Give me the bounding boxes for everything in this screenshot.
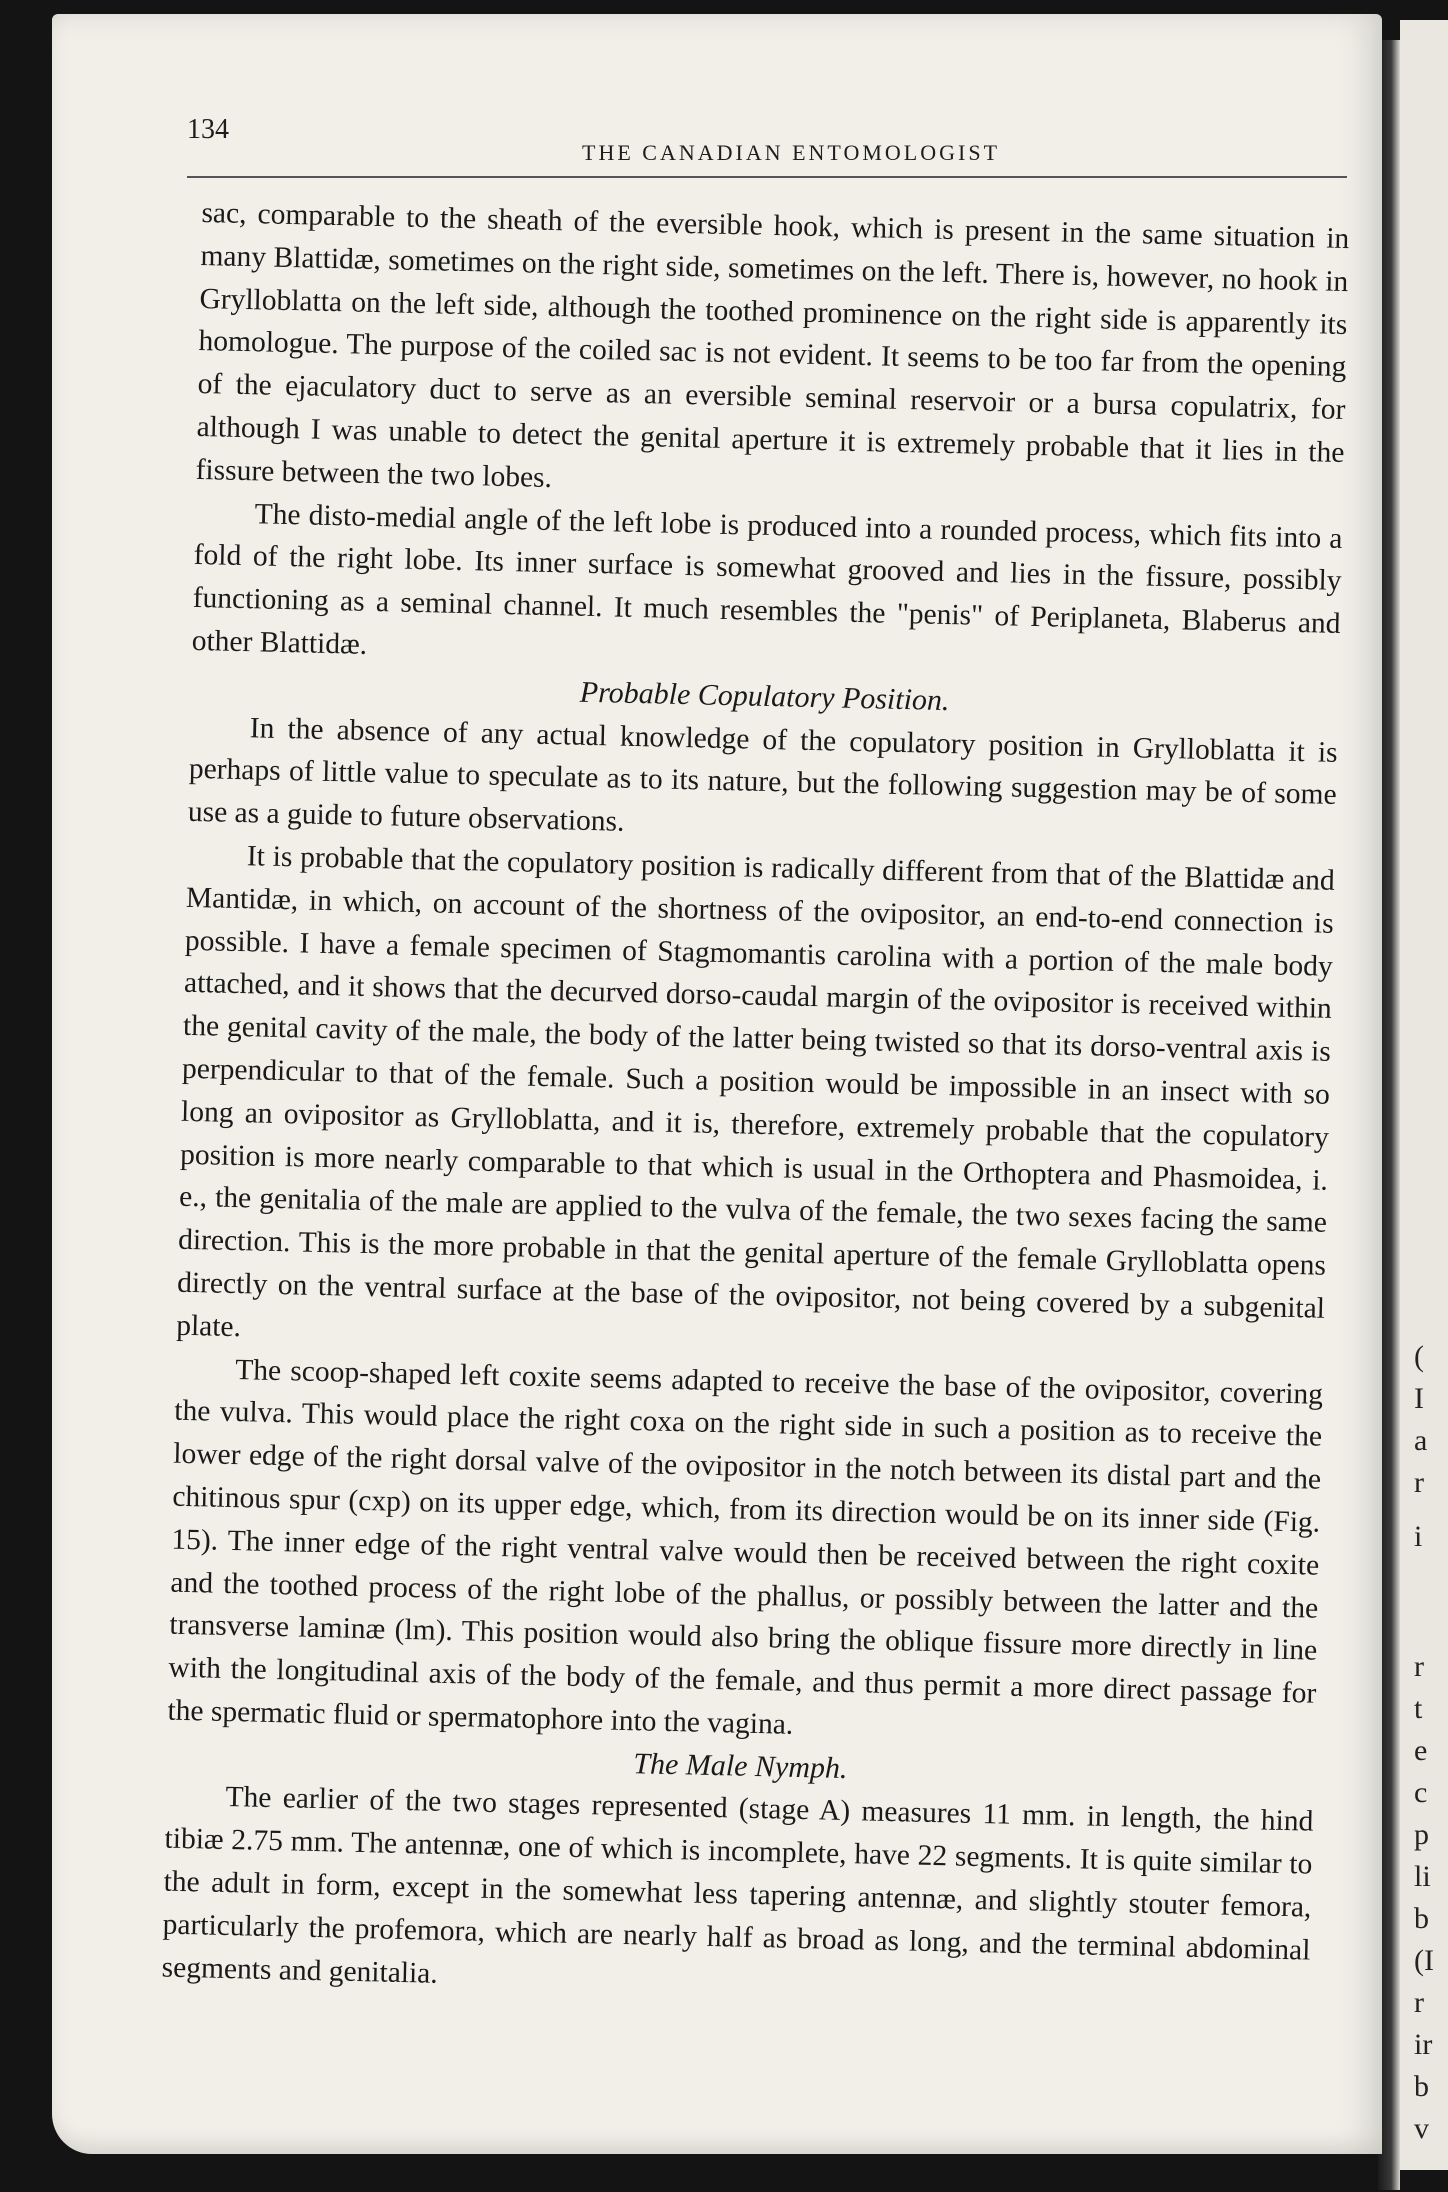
paragraph: The earlier of the two stages represented (stage A) measures 11 mm. in length, the hind tibiæ 2.75 mm. The antennæ, one of which is incomplete, have 22 segments. It is quite similar to the adult in form, except in the somewhat less tapering antennæ, and slightly stouter femora, particularly the profemora, which are nearly half as broad as long, and the terminal abdominal segments and genitalia. [161,1781,1314,1990]
adjacent-page-fragment: b [1414,1902,1429,1935]
section-heading: The Male Nymph. [633,1746,848,1785]
page-number: 134 [187,114,229,145]
paragraph: sac, comparable to the sheath of the eversible hook, which is present in the same situation in many Blattidæ, sometimes on the right side, sometimes on the left. There is, however, no hook in Grylloblatta on the left side, although the toothed prominence on the right side is apparently its homologue. The purpose of the coiled sac is not evident. It seems to be too far from the opening of the ejaculatory duct to serve as an eversible seminal reservoir or a bursa copulatrix, for although I was unable to detect the genital aperture it is extremely probable that it lies in the fissure between the two lobes. [195,196,1350,494]
adjacent-page-fragment: t [1414,1692,1423,1725]
adjacent-page-fragment: (I [1414,1944,1434,1977]
adjacent-page-edge [1400,20,1448,2170]
adjacent-page-fragment: c [1414,1776,1428,1809]
adjacent-page-fragment: I [1414,1382,1424,1415]
adjacent-page-fragment: ( [1414,1340,1424,1373]
adjacent-page-fragment: e [1414,1734,1428,1767]
article-body [161,192,1349,2015]
adjacent-page-fragment: r [1414,1650,1424,1683]
paragraph: The scoop-shaped left coxite seems adapted to receive the base of the ovipositor, covering the vulva. This would place the right coxa on the right side in such a position as to receive the lower edge of the right dorsal valve of the ovipositor in the notch between its distal part and the chitinous spur (cxp) on its upper edge, which, from its direction would be on its inner side (Fig. 15). The inner edge of the right ventral valve would then be received between the right coxite and the toothed process of the right lobe of the phallus, or possibly between the latter and the transverse laminæ (lm). This position would also bring the oblique fissure more directly in line with the longitudinal axis of the body of the female, and thus permit a more direct passage for the spermatic fluid or spermatophore into the vagina. [167,1353,1324,1741]
header-rule [187,176,1347,178]
adjacent-page-fragment: li [1414,1860,1431,1893]
adjacent-page-fragment: p [1414,1818,1429,1851]
adjacent-page-fragment: r [1414,1986,1424,2019]
adjacent-page-fragment: r [1414,1466,1424,1499]
paragraph: The disto-medial angle of the left lobe is produced into a rounded process, which fits into a fold of the right lobe. Its inner surface is somewhat grooved and lies in the fissure, possibly functioning as a seminal channel. It much resembles the "penis" of Periplaneta, Blaberus and other Blattidæ. [191,497,1343,661]
paragraph: In the absence of any actual knowledge of the copulatory position in Grylloblatta it is perhaps of little value to speculate as to its nature, but the following suggestion may be of some use as a guide to future observations. [187,711,1338,838]
adjacent-page-fragment: a [1414,1424,1428,1457]
paragraph: It is probable that the copulatory position is radically different from that of the Blattidæ and Mantidæ, in which, on account of the shortness of the ovipositor, an end-to-end connection is possible. I have a female specimen of Stagmomantis carolina with a portion of the male body attached, and it shows that the decurved dorso-caudal margin of the ovipositor is received within the genital cavity of the male, the body of the latter being twisted so that its dorso-ventral axis is perpendicular to that of the female. Such a position would be impossible in an insect with so long an ovipositor as Grylloblatta, and it is, therefore, extremely probable that the copulatory position is more nearly comparable to that which is usual in the Orthoptera and Phasmoidea, i. e., the genitalia of the male are applied to the vulva of the female, the two sexes facing the same direction. This is the more probable in that the genital aperture of the female Grylloblatta opens directly on the ventral surface at the base of the ovipositor, not being covered by a subgenital plate. [175,840,1336,1343]
adjacent-page-fragment: ir [1414,2028,1433,2061]
running-header: THE CANADIAN ENTOMOLOGIST [582,140,1001,165]
adjacent-page-fragment: b [1414,2070,1429,2103]
adjacent-page-fragment: v [1414,2112,1429,2145]
journal-page [52,14,1382,2154]
adjacent-page-fragment: i [1414,1520,1423,1553]
section-heading: Probable Copulatory Position. [579,675,950,717]
